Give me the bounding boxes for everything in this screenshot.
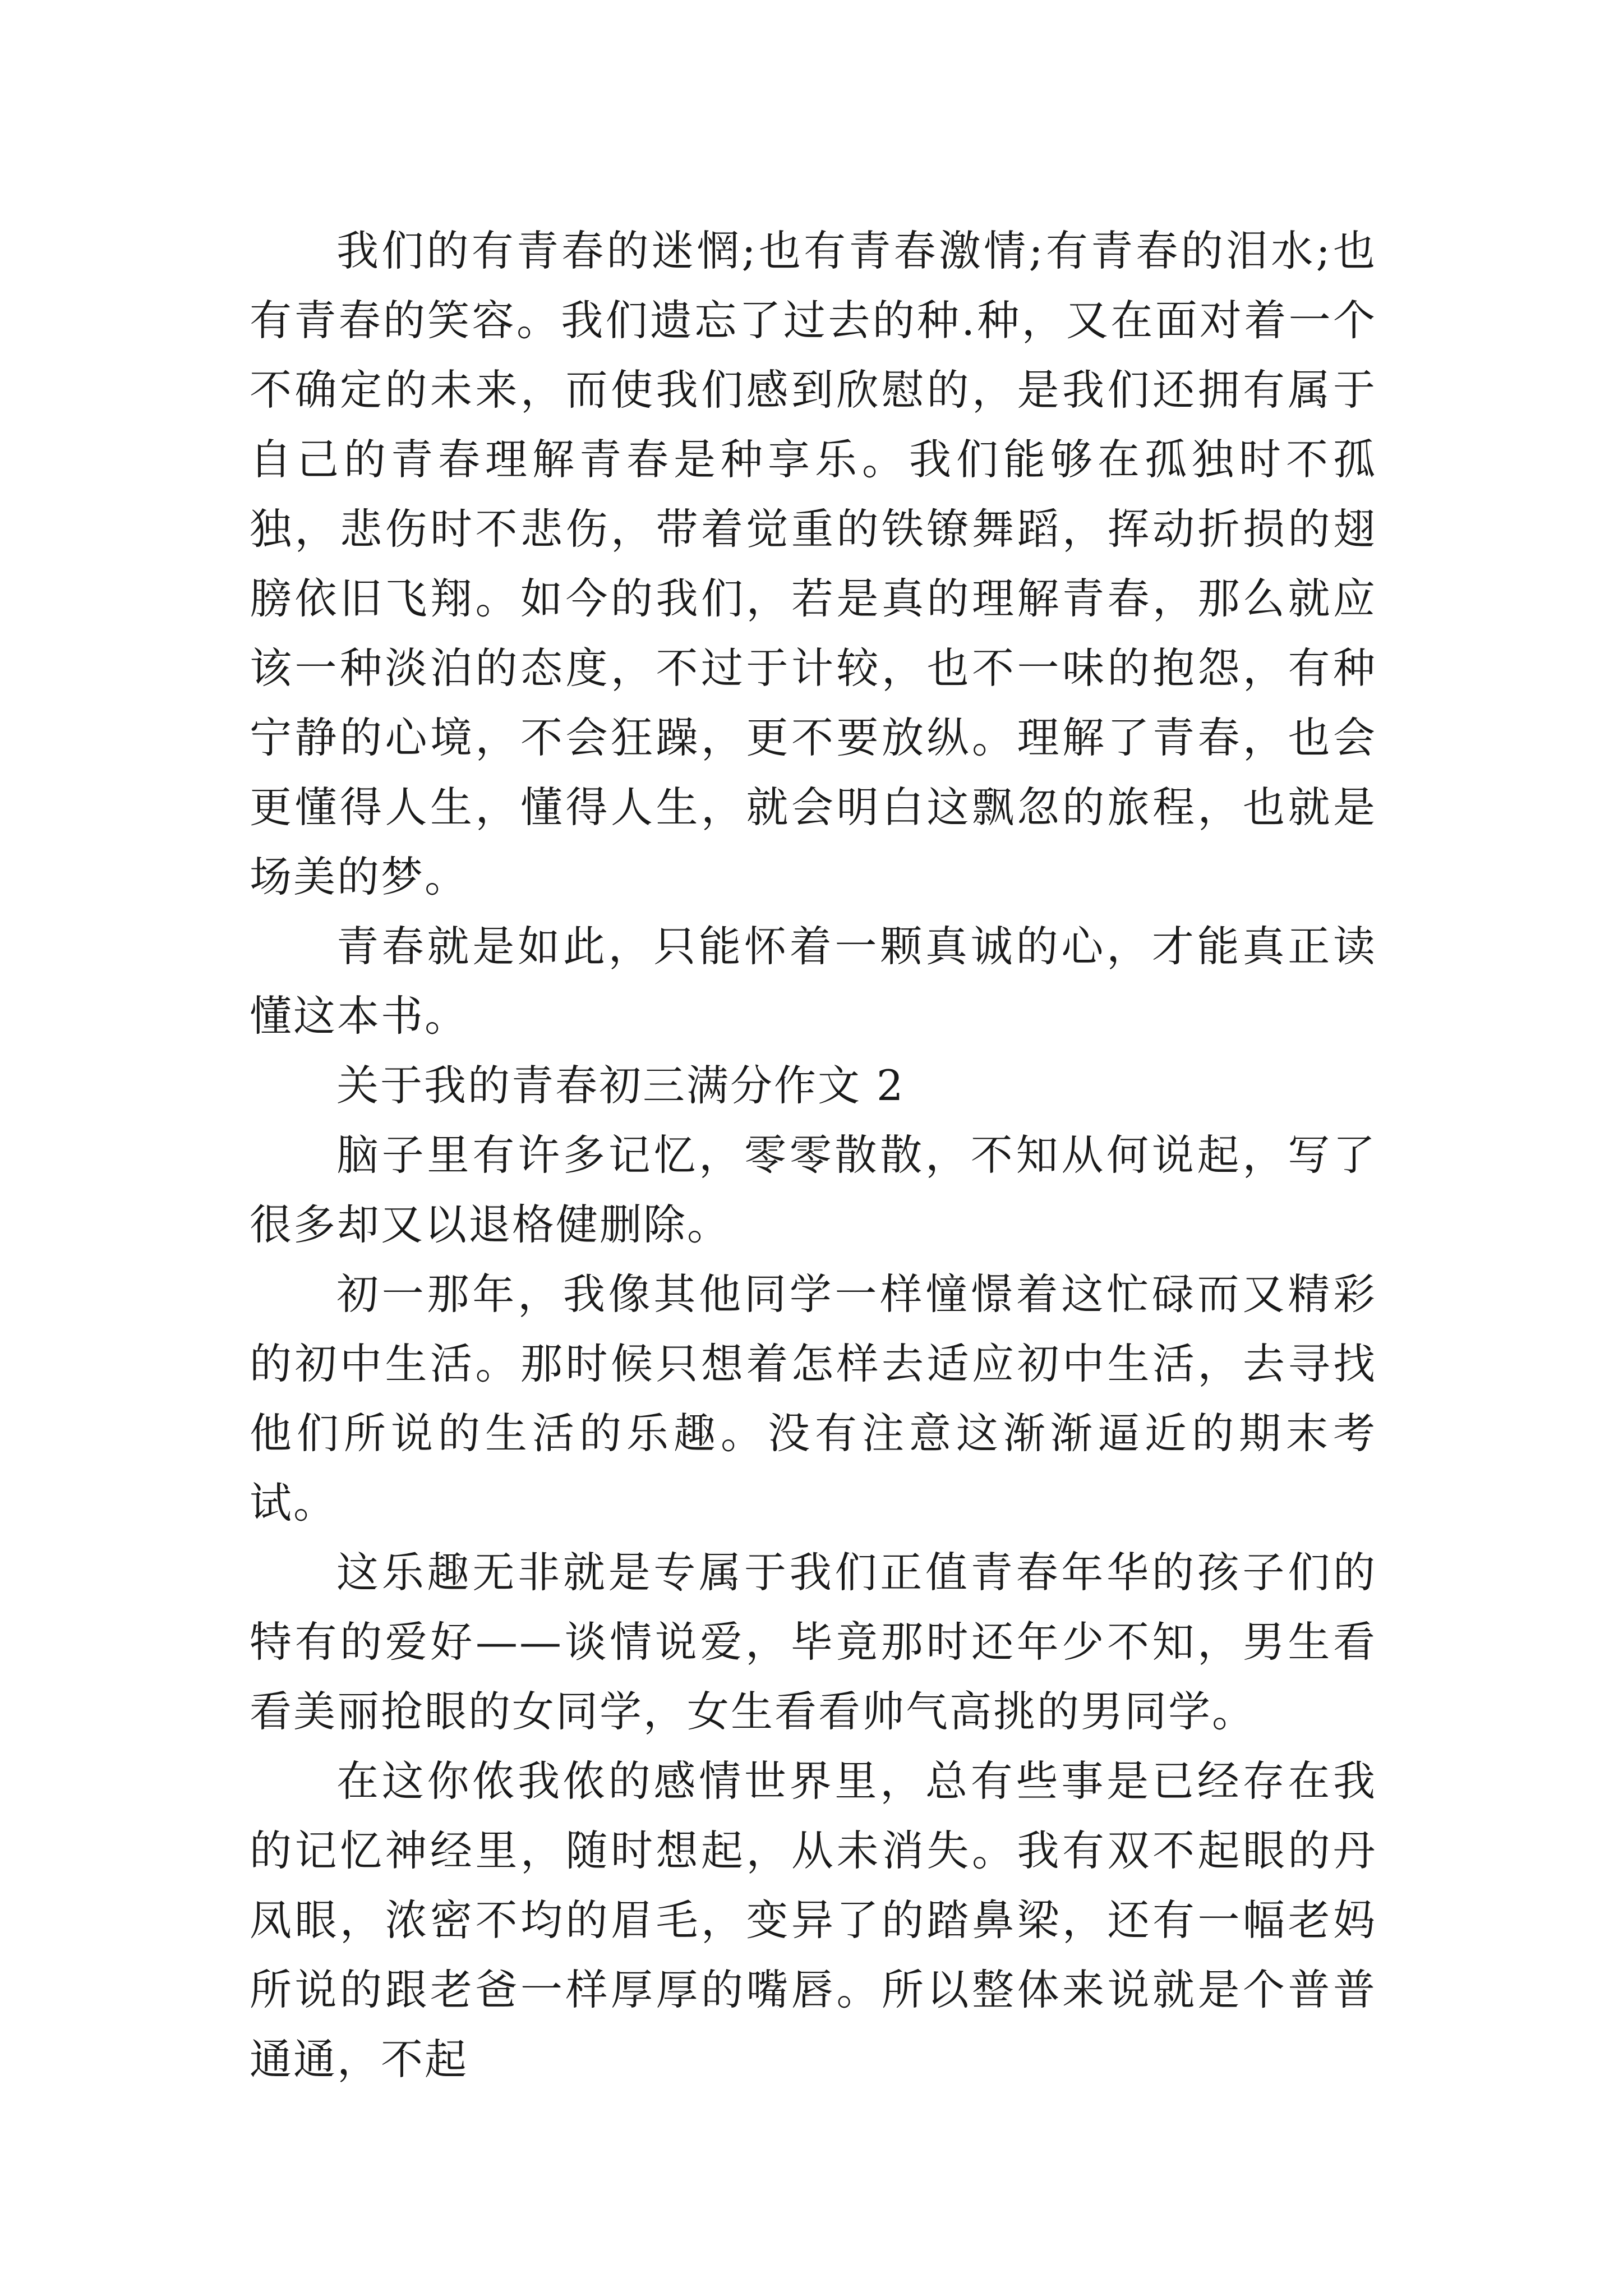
paragraph-3: 脑子里有许多记忆，零零散散，不知从何说起，写了很多却又以退格健删除。 bbox=[250, 1130, 1377, 1249]
paragraph-1: 我们的有青春的迷惘;也有青春激情;有青春的泪水;也有青春的笑容。我们遗忘了过去的种.种，又在面对着一个不确定的未来，而使我们感到欣慰的，是我们还拥有属于自己的青春理解青春是种享乐。我们能够在孤独时不孤独，悲伤时不悲伤，带着觉重的铁镣舞蹈，挥动折损的翅膀依旧飞翔。如今的我们，若是真的理解青春，那么就应该一种淡泊的态度，不过于计较，也不一味的抱怨，有种宁静的心境，不会狂躁，更不要放纵。理解了青春，也会更懂得人生，懂得人生，就会明白这飘忽的旅程，也就是场美的梦。 bbox=[250, 226, 1377, 901]
paragraph-2: 青春就是如此，只能怀着一颗真诚的心，才能真正读懂这本书。 bbox=[250, 922, 1377, 1041]
essay-heading: 关于我的青春初三满分作文 2 bbox=[336, 1061, 905, 1110]
paragraph-6: 在这你侬我侬的感情世界里，总有些事是已经存在我的记忆神经里，随时想起，从未消失。我有双不起眼的丹凤眼，浓密不均的眉毛，变异了的踏鼻梁，还有一幅老妈所说的跟老爸一样厚厚的嘴唇。所以整体来说就是个普普通通，不起 bbox=[250, 1756, 1377, 2084]
document-body bbox=[250, 216, 1377, 2094]
paragraph-5: 这乐趣无非就是专属于我们正值青春年华的孩子们的特有的爱好——谈情说爱，毕竟那时还年少不知，男生看看美丽抢眼的女同学，女生看看帅气高挑的男同学。 bbox=[250, 1548, 1377, 1736]
paragraph-4: 初一那年，我像其他同学一样憧憬着这忙碌而又精彩的初中生活。那时候只想着怎样去适应初中生活，去寻找他们所说的生活的乐趣。没有注意这渐渐逼近的期末考试。 bbox=[250, 1269, 1377, 1527]
